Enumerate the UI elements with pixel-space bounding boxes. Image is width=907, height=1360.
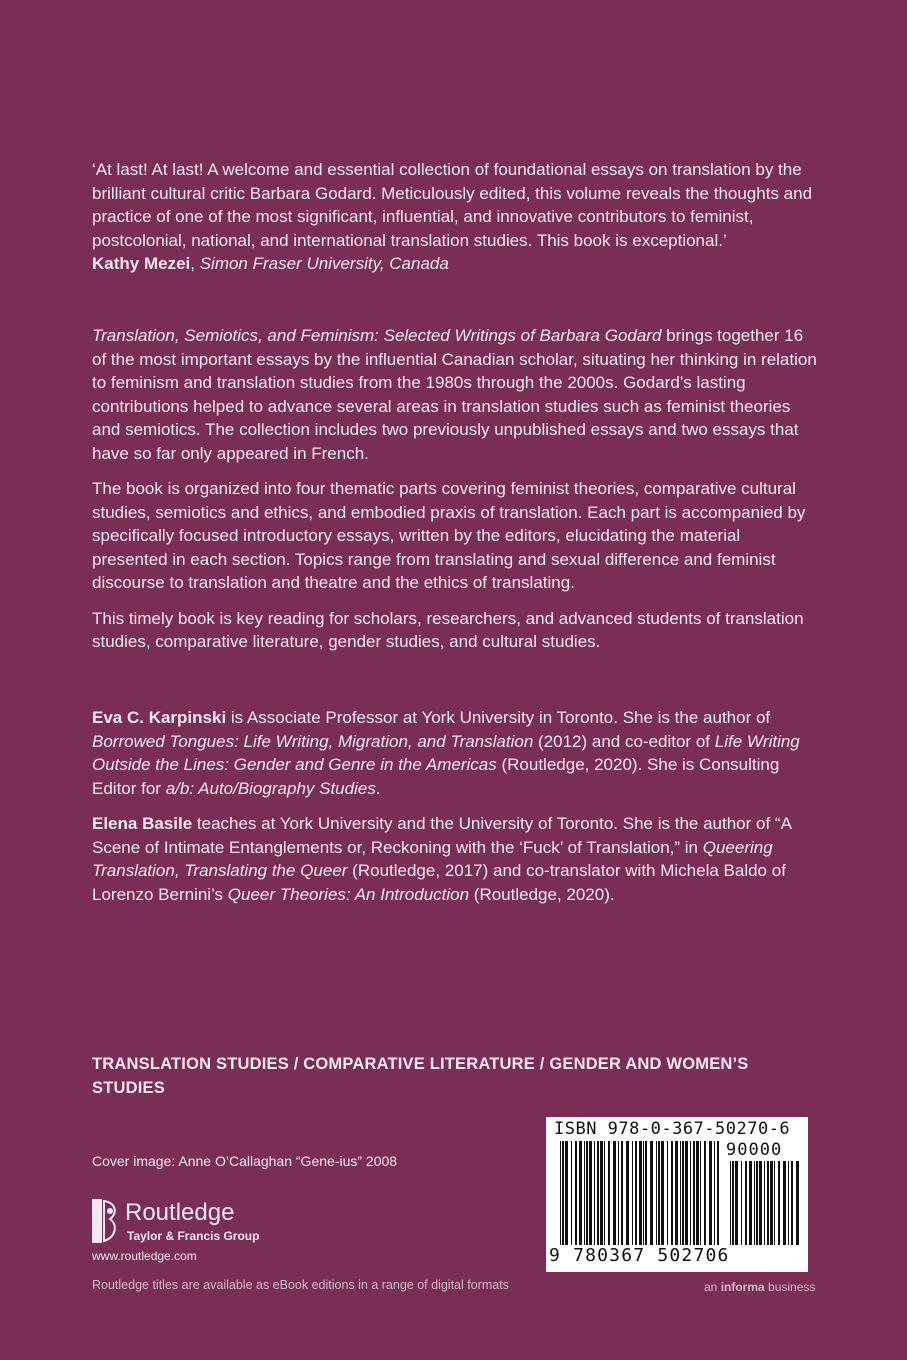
barcode-bar	[560, 1141, 561, 1245]
book-description	[92, 324, 820, 654]
barcode-bar	[700, 1141, 701, 1245]
ean-digits: 9 780367 502706	[549, 1245, 730, 1266]
barcode-bar	[597, 1141, 599, 1245]
barcode-bar	[680, 1141, 681, 1245]
barcode-bar	[730, 1161, 731, 1245]
price-code: 90000	[726, 1140, 783, 1160]
barcode-bar	[767, 1161, 769, 1245]
barcode-bar	[575, 1141, 577, 1245]
barcode-bar	[565, 1141, 568, 1245]
barcode-bar	[667, 1141, 668, 1245]
barcode-bar	[600, 1141, 603, 1245]
barcode-bar	[618, 1141, 619, 1245]
quote-text: ‘At last! At last! A welcome and essential collection of foundational essays on translation by the brilliant cultural critic Barbara Godard. Meticulously edited, this volume reveals the thoughts and practice of one of the most significant, influential, and innovative contributors to feminist, postcolonial, national, and international translation studies. This book is exceptional.’	[92, 160, 813, 250]
barcode-bar	[571, 1141, 572, 1245]
book-title: Translation, Semiotics, and Feminism: Selected Writings of Barbara Godard	[92, 326, 662, 345]
barcode-bar	[639, 1141, 642, 1245]
bio-karpinski: Eva C. Karpinski is Associate Professor at York University in Toronto. She is the author of Borrowed Tongues: Life Writing, Migration, and Translation (2012) and co-editor of Life Writing Outside the Lines: Gender and Genre in the Americas (Routledge, 2020). She is Consulting Editor for a/b: Auto/Biography Studies.	[92, 708, 800, 798]
addon-bars	[730, 1161, 800, 1245]
barcode-bar	[704, 1141, 706, 1245]
barcode-bar	[604, 1141, 605, 1245]
barcode-bar	[658, 1141, 660, 1245]
barcode-bar	[796, 1161, 799, 1245]
barcode-bar	[650, 1141, 653, 1245]
description-paragraph-3: This timely book is key reading for scholars, researchers, and advanced students of translation studies, comparative literature, gender studies, and cultural studies.	[92, 608, 804, 651]
barcode-bar	[632, 1141, 633, 1245]
description-paragraph-2: The book is organized into four thematic parts covering feminist theories, comparative cultural studies, semiotics and ethics, and embodied praxis of translation. Each part is accompanied by specifically focused introductory essays, written by the editors, elucidating the material presented in each section. Topics range from translating and sexual difference and feminist discourse to translation and theatre and the ethics of translating.	[92, 479, 806, 592]
informa-tagline: an informa business	[704, 1280, 816, 1294]
barcode-bar	[685, 1141, 688, 1245]
barcode-bar	[562, 1141, 564, 1245]
barcode-bar	[594, 1141, 595, 1245]
barcode-bar	[626, 1141, 629, 1245]
barcode-bar	[645, 1141, 647, 1245]
barcode-bar	[589, 1141, 592, 1245]
editor-name: Elena Basile	[92, 814, 193, 833]
barcode-bar	[690, 1141, 691, 1245]
barcode-bar	[774, 1161, 775, 1245]
publisher-name: Routledge	[125, 1199, 235, 1226]
publisher-group: Taylor & Francis Group	[127, 1229, 260, 1243]
editor-name: Eva C. Karpinski	[92, 708, 227, 727]
barcode-bar	[586, 1141, 588, 1245]
editor-bios	[92, 706, 820, 906]
barcode-bar	[735, 1161, 738, 1245]
informa-brand: informa	[720, 1280, 765, 1294]
isbn-barcode	[546, 1117, 808, 1272]
barcode-bar	[770, 1161, 773, 1245]
barcode-bar	[693, 1141, 695, 1245]
barcode-bar	[759, 1161, 762, 1245]
barcode-bar	[635, 1141, 637, 1245]
barcode-bar	[675, 1141, 678, 1245]
barcode-bar	[579, 1141, 582, 1245]
bio-basile: Elena Basile teaches at York University and the University of Toronto. She is the author of “A Scene of Intimate Entanglements or, Reckoning with the ‘Fuck’ of Translation,” in Queering Translation, Translating the Queer (Routledge, 2017) and co-translator with Michela Baldo of Lorenzo Bernini’s Queer Theories: An Introduction (Routledge, 2020).	[92, 814, 791, 904]
barcode-bar	[696, 1141, 699, 1245]
barcode-bar	[682, 1141, 684, 1245]
barcode-bar	[756, 1161, 758, 1245]
review-quote: ‘At last! At last! A welcome and essential collection of foundational essays on translation by the brilliant cultural critic Barbara Godard. Meticulously edited, this volume reveals the thoughts and practice of one of the most significant, influential, and innovative contributors to feminist, postcolonial, national, and international translation studies. This book is exceptional.’ Kathy Mezei, Simon Fraser University, Canada	[92, 158, 820, 276]
barcode-bar	[741, 1161, 742, 1245]
barcode-bar	[791, 1161, 793, 1245]
barcode-bar	[656, 1141, 657, 1245]
isbn-text: ISBN 978-0-367-50270-6	[554, 1119, 791, 1139]
barcode-bar	[584, 1141, 585, 1245]
cover-credit: Cover image: Anne O’Callaghan “Gene-ius” 2008	[92, 1153, 398, 1169]
barcode-bar	[717, 1141, 719, 1245]
barcode-bar	[732, 1161, 734, 1245]
barcode-bar	[709, 1141, 712, 1245]
barcode-bar	[749, 1161, 752, 1245]
barcode-bar	[671, 1141, 673, 1245]
barcode-bar	[613, 1141, 616, 1245]
barcode-bar	[754, 1161, 755, 1245]
subject-categories: TRANSLATION STUDIES / COMPARATIVE LITERATURE / GENDER AND WOMEN’S STUDIES	[92, 1055, 749, 1097]
quote-affiliation: Simon Fraser University, Canada	[199, 254, 449, 273]
barcode-bar	[608, 1141, 610, 1245]
ebook-note: Routledge titles are available as eBook editions in a range of digital formats	[92, 1278, 509, 1292]
barcode-bar	[778, 1161, 780, 1245]
barcode-bar	[714, 1141, 715, 1245]
publisher-logo	[92, 1197, 292, 1267]
barcode-bar	[783, 1161, 786, 1245]
barcode-bar	[788, 1161, 789, 1245]
description-paragraph-1: Translation, Semiotics, and Feminism: Selected Writings of Barbara Godard brings together 16 of the most important essays by the influential Canadian scholar, situating her thinking in relation to feminism and translation studies from the 1980s through the 2000s. Godard’s lasting contributions helped to advance several areas in translation studies such as feminist theories and semiotics. The collection includes two previously unpublished essays and two essays that have so far only appeared in French.	[92, 326, 817, 463]
barcode-bar	[745, 1161, 747, 1245]
barcode-bar	[661, 1141, 664, 1245]
barcode-bar	[643, 1141, 644, 1245]
ean-bars	[560, 1141, 720, 1245]
quote-author: Kathy Mezei	[92, 254, 191, 273]
barcode-bar	[764, 1161, 765, 1245]
routledge-logo-icon	[92, 1199, 120, 1243]
barcode-bar	[621, 1141, 623, 1245]
publisher-url: www.routledge.com	[92, 1249, 197, 1263]
